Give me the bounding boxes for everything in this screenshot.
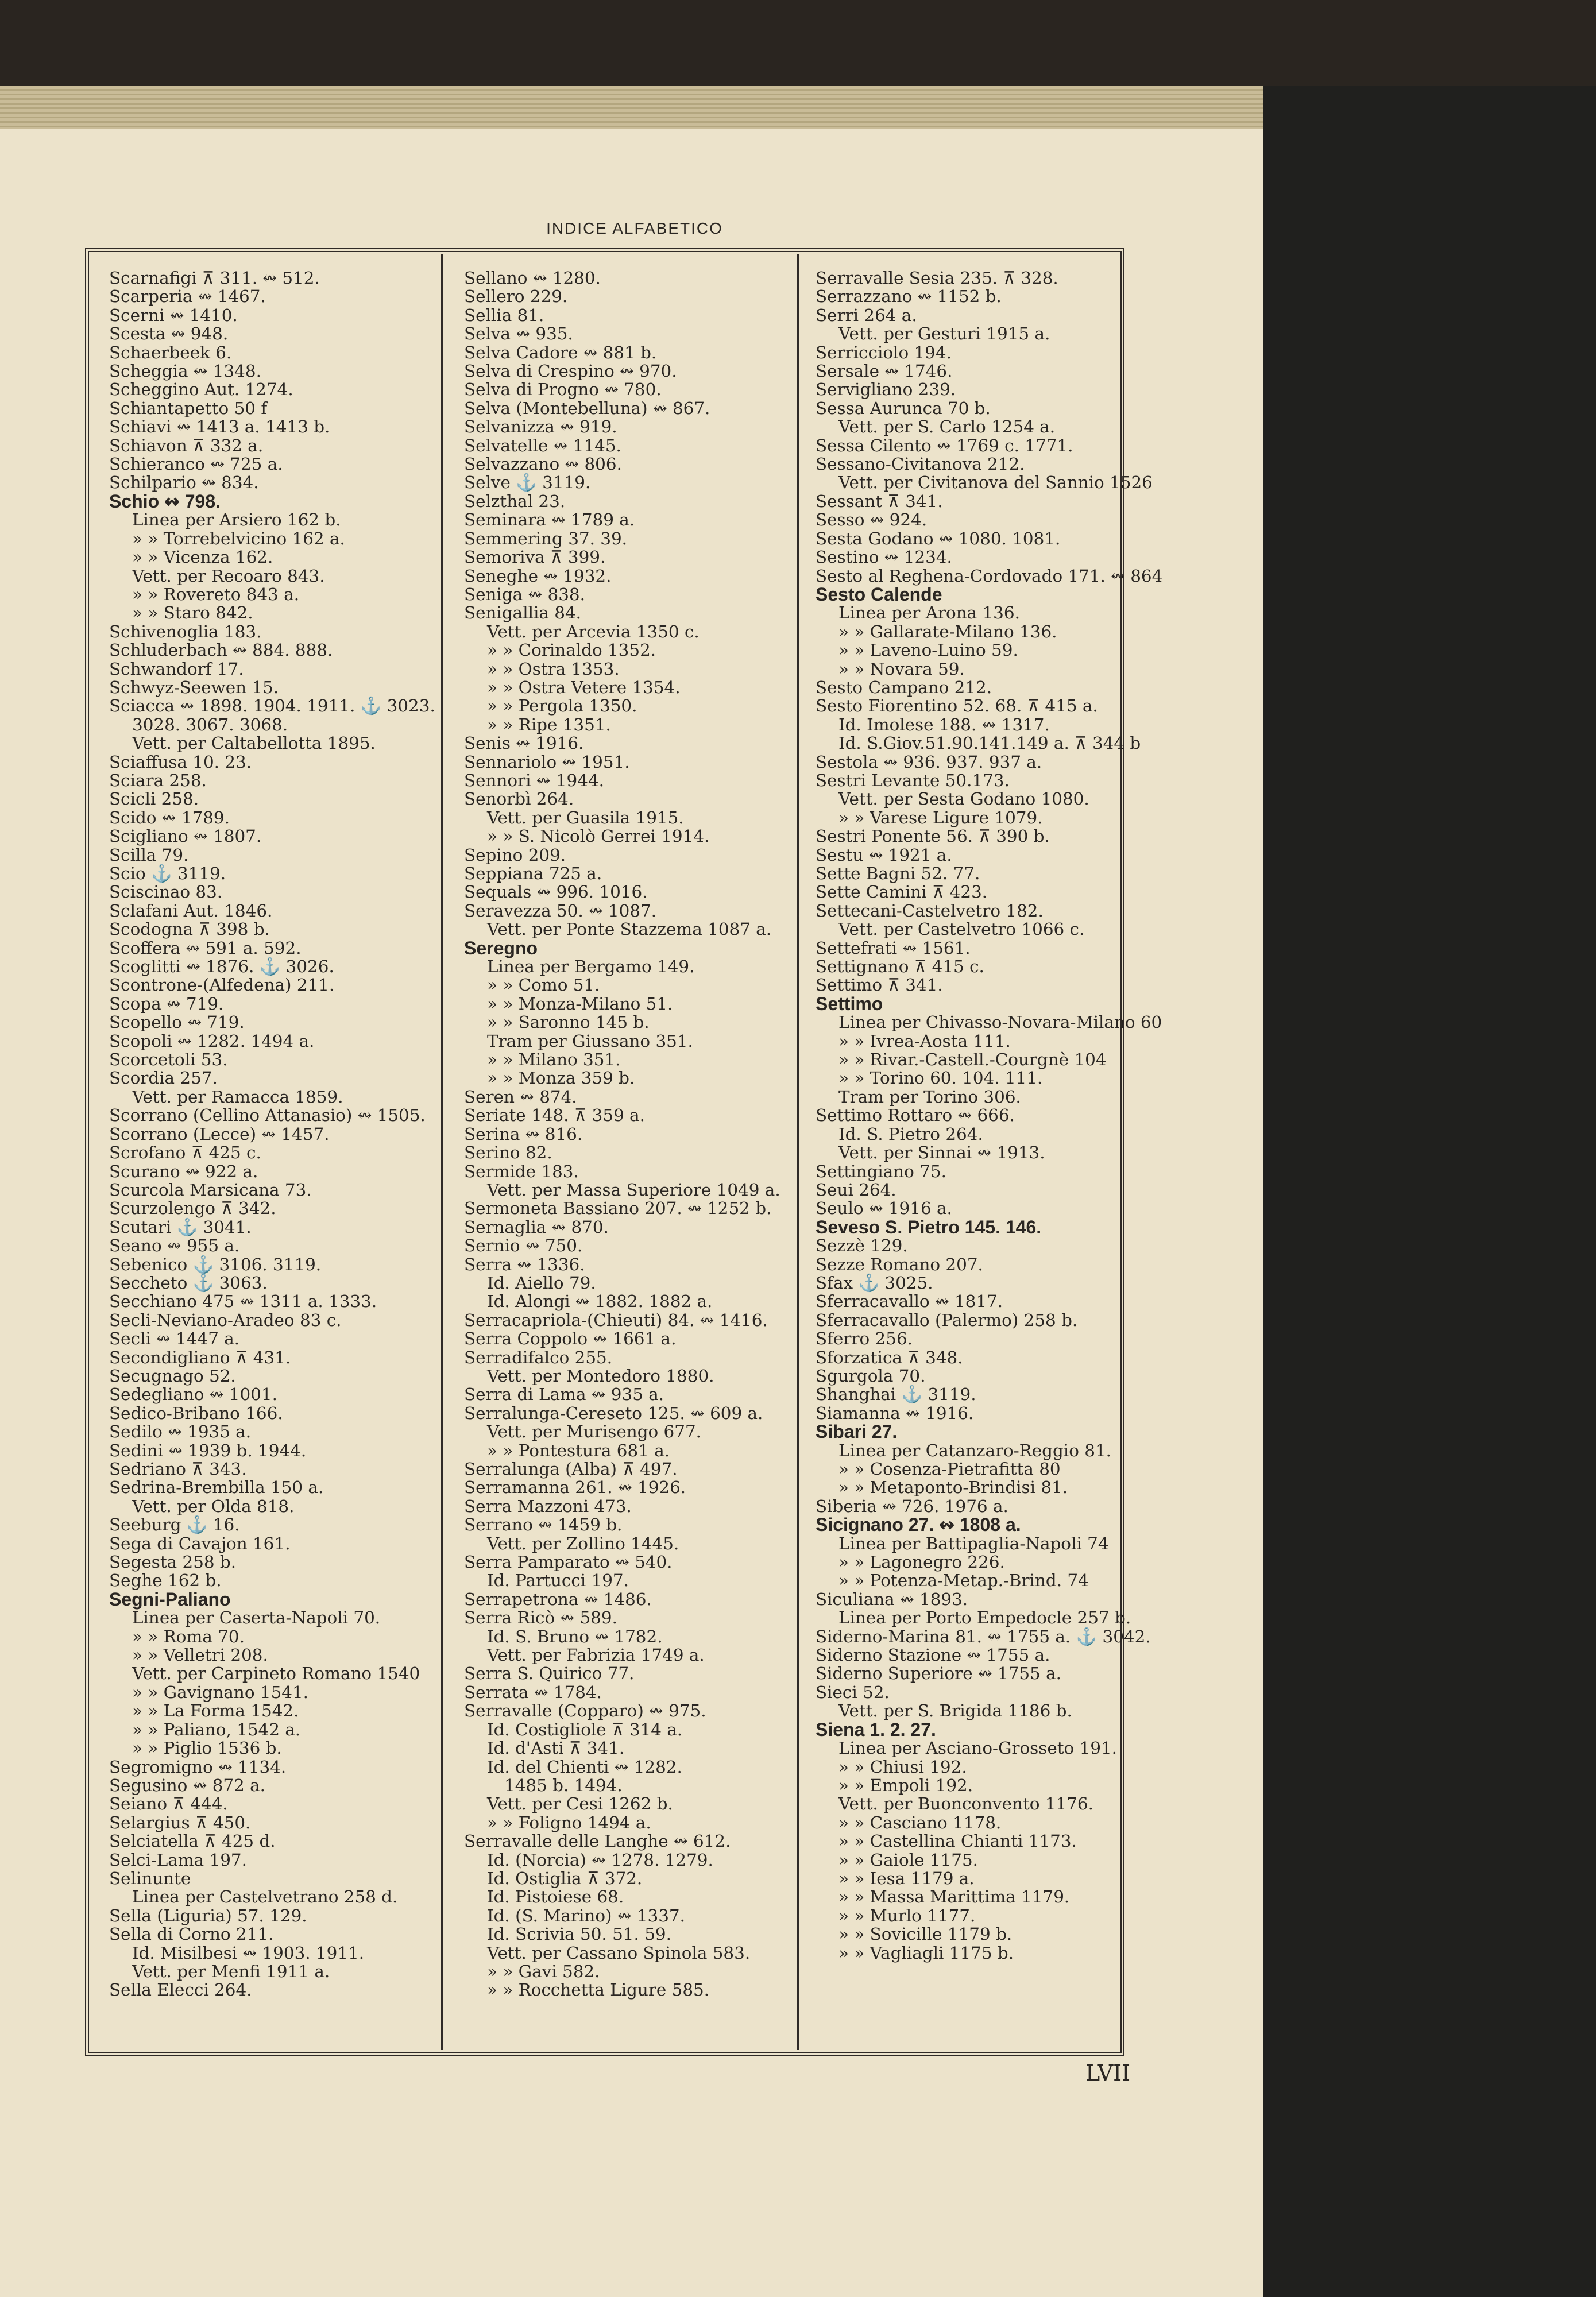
index-entry: Sedrina-Brembilla 150 a. bbox=[109, 1478, 324, 1498]
index-entry: Scutari ⚓ 3041. bbox=[109, 1217, 252, 1237]
index-entry: Vett. per Sesta Godano 1080. bbox=[838, 789, 1089, 809]
index-entry: Sieci 52. bbox=[816, 1682, 890, 1702]
index-entry: » » Ripe 1351. bbox=[487, 714, 611, 734]
index-entry: Senigallia 84. bbox=[464, 603, 581, 623]
index-entry: » » Empoli 192. bbox=[838, 1775, 973, 1795]
index-entry: Sebenico ⚓ 3106. 3119. bbox=[109, 1254, 322, 1274]
index-column-2 bbox=[464, 269, 814, 2000]
index-entry: » » Chiusi 192. bbox=[838, 1757, 967, 1777]
index-entry: Scurzolengo ⊼ 342. bbox=[109, 1198, 276, 1219]
index-entry: Linea per Porto Empedocle 257 b. bbox=[838, 1608, 1131, 1628]
index-column-1 bbox=[109, 269, 459, 2000]
index-entry: » » Pontestura 681 a. bbox=[487, 1440, 670, 1460]
index-entry: Serramanna 261. ↭ 1926. bbox=[464, 1478, 686, 1498]
page-number: LVII bbox=[1085, 2060, 1131, 2086]
index-entry: Serravalle (Copparo) ↭ 975. bbox=[464, 1701, 706, 1721]
index-entry: » » S. Nicolò Gerrei 1914. bbox=[487, 826, 710, 846]
index-entry: Serra Pamparato ↭ 540. bbox=[464, 1552, 673, 1572]
index-entry: Serracapriola-(Chieuti) 84. ↭ 1416. bbox=[464, 1310, 768, 1330]
index-entry: Serrata ↭ 1784. bbox=[464, 1682, 602, 1702]
index-entry: Vett. per Caltabellotta 1895. bbox=[132, 733, 376, 753]
index-entry: Sega di Cavajon 161. bbox=[109, 1533, 291, 1553]
index-entry: Siculiana ↭ 1893. bbox=[816, 1589, 968, 1609]
index-entry: » » Roma 70. bbox=[132, 1626, 245, 1646]
index-entry: Id. S. Bruno ↭ 1782. bbox=[487, 1626, 663, 1646]
index-entry: » » Cosenza-Pietrafitta 80 bbox=[838, 1459, 1061, 1479]
index-entry: Settimo bbox=[816, 993, 883, 1014]
index-entry: » » Castellina Chianti 1173. bbox=[838, 1831, 1077, 1851]
index-entry: Selvanizza ↭ 919. bbox=[464, 417, 617, 437]
index-entry: Sezzè 129. bbox=[816, 1236, 908, 1256]
index-entry: Scopa ↭ 719. bbox=[109, 993, 224, 1014]
index-entry: Vett. per Ramacca 1859. bbox=[132, 1086, 343, 1107]
index-entry: Sfax ⚓ 3025. bbox=[816, 1273, 933, 1293]
index-entry: Seneghe ↭ 1932. bbox=[464, 566, 612, 586]
index-entry: Segesta 258 b. bbox=[109, 1552, 237, 1572]
index-entry: Sellero 229. bbox=[464, 287, 568, 307]
index-entry: Selva di Progno ↭ 780. bbox=[464, 380, 662, 400]
index-entry: Selci-Lama 197. bbox=[109, 1850, 247, 1870]
index-entry: Schiavon ⊼ 332 a. bbox=[109, 435, 264, 455]
index-entry: Sermoneta Bassiano 207. ↭ 1252 b. bbox=[464, 1198, 772, 1219]
index-entry: Schilpario ↭ 834. bbox=[109, 473, 259, 493]
index-entry: Scrofano ⊼ 425 c. bbox=[109, 1143, 261, 1163]
index-entry: Settefrati ↭ 1561. bbox=[816, 938, 971, 958]
index-entry: Linea per Bergamo 149. bbox=[487, 957, 695, 977]
index-entry: Serra Coppolo ↭ 1661 a. bbox=[464, 1329, 677, 1349]
index-entry: Sedini ↭ 1939 b. 1944. bbox=[109, 1440, 307, 1460]
index-entry: » » Como 51. bbox=[487, 975, 600, 995]
index-entry: Selva Cadore ↭ 881 b. bbox=[464, 342, 657, 362]
book-page-edges bbox=[0, 86, 1263, 129]
index-entry: Sequals ↭ 996. 1016. bbox=[464, 882, 648, 902]
index-entry: Selve ⚓ 3119. bbox=[464, 473, 591, 493]
index-entry: Serra ↭ 1336. bbox=[464, 1254, 585, 1274]
index-entry: » » Rivar.-Castell.-Courgnè 104 bbox=[838, 1050, 1107, 1070]
index-entry: » » Paliano, 1542 a. bbox=[132, 1719, 301, 1739]
index-entry: Id. (Norcia) ↭ 1278. 1279. bbox=[487, 1850, 713, 1870]
index-entry: Id. Ostiglia ⊼ 372. bbox=[487, 1868, 643, 1888]
index-entry: Settingiano 75. bbox=[816, 1161, 946, 1181]
index-entry: Selciatella ⊼ 425 d. bbox=[109, 1831, 276, 1851]
index-column-3 bbox=[816, 269, 1166, 1962]
index-entry: Scarperia ↭ 1467. bbox=[109, 287, 266, 307]
index-entry: Serrazzano ↭ 1152 b. bbox=[816, 287, 1002, 307]
index-entry: Sette Bagni 52. 77. bbox=[816, 864, 980, 883]
index-entry: Sernio ↭ 750. bbox=[464, 1236, 583, 1256]
index-entry: Siderno Stazione ↭ 1755 a. bbox=[816, 1645, 1050, 1665]
index-entry: Scio ⚓ 3119. bbox=[109, 864, 226, 883]
index-entry: Vett. per Olda 818. bbox=[132, 1496, 295, 1516]
index-entry: Serra Mazzoni 473. bbox=[464, 1496, 632, 1516]
index-entry: Vett. per Montedoro 1880. bbox=[487, 1366, 714, 1386]
index-entry: Vett. per Cesi 1262 b. bbox=[487, 1794, 673, 1814]
index-entry: Id. Misilbesi ↭ 1903. 1911. bbox=[132, 1943, 365, 1963]
index-entry: Semoriva ⊼ 399. bbox=[464, 547, 606, 567]
index-entry: Settimo Rottaro ↭ 666. bbox=[816, 1105, 1015, 1126]
index-entry: Scopoli ↭ 1282. 1494 a. bbox=[109, 1031, 315, 1051]
index-entry: Segni-Paliano bbox=[109, 1588, 231, 1610]
index-entry: Scodogna ⊼ 398 b. bbox=[109, 919, 270, 939]
index-entry: Scarnafigi ⊼ 311. ↭ 512. bbox=[109, 268, 320, 288]
index-entry: » » Ostra 1353. bbox=[487, 659, 620, 679]
index-entry: Selvazzano ↭ 806. bbox=[464, 454, 622, 474]
index-entry: Sella Elecci 264. bbox=[109, 1980, 252, 2000]
index-entry: Serradifalco 255. bbox=[464, 1347, 613, 1367]
index-entry: Secchiano 475 ↭ 1311 a. 1333. bbox=[109, 1291, 377, 1312]
index-entry: Scicli 258. bbox=[109, 789, 199, 809]
index-entry: Sicignano 27. ↭ 1808 a. bbox=[816, 1514, 1021, 1536]
index-entry: » » Massa Marittima 1179. bbox=[838, 1887, 1070, 1907]
index-entry: Seulo ↭ 1916 a. bbox=[816, 1198, 952, 1219]
index-entry: Sesto Calende bbox=[816, 583, 942, 605]
index-entry: Siamanna ↭ 1916. bbox=[816, 1403, 974, 1423]
index-entry: Serri 264 a. bbox=[816, 305, 917, 325]
index-entry: Id. d'Asti ⊼ 341. bbox=[487, 1738, 625, 1758]
index-entry: Settecani-Castelvetro 182. bbox=[816, 900, 1044, 921]
index-entry: » » Piglio 1536 b. bbox=[132, 1738, 282, 1758]
index-entry: Vett. per Zollino 1445. bbox=[487, 1533, 679, 1553]
index-entry: Selva di Crespino ↭ 970. bbox=[464, 361, 677, 381]
index-entry: » » Lagonegro 226. bbox=[838, 1552, 1005, 1572]
index-entry: Schwyz-Seewen 15. bbox=[109, 677, 279, 697]
index-entry: » » Velletri 208. bbox=[132, 1645, 268, 1665]
index-entry: Seniga ↭ 838. bbox=[464, 584, 585, 604]
index-entry: Seminara ↭ 1789 a. bbox=[464, 510, 635, 530]
index-entry: » » Sovicille 1179 b. bbox=[838, 1924, 1013, 1944]
index-entry: Vett. per Gesturi 1915 a. bbox=[838, 324, 1050, 344]
index-entry: Sezze Romano 207. bbox=[816, 1254, 983, 1274]
index-entry: Senorbì 264. bbox=[464, 789, 574, 809]
index-entry: » » Rocchetta Ligure 585. bbox=[487, 1980, 710, 2000]
index-entry: Scesta ↭ 948. bbox=[109, 324, 229, 344]
index-entry: Vett. per Ponte Stazzema 1087 a. bbox=[487, 919, 772, 939]
index-entry: » » Pergola 1350. bbox=[487, 696, 637, 716]
index-entry: Vett. per Murisengo 677. bbox=[487, 1422, 701, 1442]
index-entry: Tram per Giussano 351. bbox=[487, 1031, 693, 1051]
index-entry: Scurano ↭ 922 a. bbox=[109, 1161, 258, 1181]
index-entry: Serralunga-Cereseto 125. ↭ 609 a. bbox=[464, 1403, 763, 1423]
index-entry: » » Ivrea-Aosta 111. bbox=[838, 1031, 1011, 1051]
index-entry: Sgurgola 70. bbox=[816, 1366, 926, 1386]
index-entry: Sesso ↭ 924. bbox=[816, 510, 928, 530]
index-entry: Siderno Superiore ↭ 1755 a. bbox=[816, 1664, 1061, 1684]
index-entry: Vett. per S. Brigida 1186 b. bbox=[838, 1701, 1072, 1721]
index-entry: Schio ↭ 798. bbox=[109, 490, 221, 512]
index-entry: Vett. per Carpineto Romano 1540 bbox=[132, 1664, 420, 1684]
index-entry: Id. Costigliole ⊼ 314 a. bbox=[487, 1719, 683, 1739]
index-entry: Segusino ↭ 872 a. bbox=[109, 1775, 265, 1795]
index-entry: » » Gavignano 1541. bbox=[132, 1682, 309, 1702]
index-entry: » » Varese Ligure 1079. bbox=[838, 807, 1043, 827]
index-entry: Id. Scrivia 50. 51. 59. bbox=[487, 1924, 671, 1944]
index-entry: » » Torrebelvicino 162 a. bbox=[132, 528, 345, 548]
index-entry: Id. Aiello 79. bbox=[487, 1273, 596, 1293]
index-entry: Settignano ⊼ 415 c. bbox=[816, 957, 984, 977]
index-entry: Scontrone-(Alfedena) 211. bbox=[109, 975, 335, 995]
index-entry: Linea per Battipaglia-Napoli 74 bbox=[838, 1533, 1109, 1553]
index-entry: » » Vagliagli 1175 b. bbox=[838, 1943, 1014, 1963]
index-entry: Settimo ⊼ 341. bbox=[816, 975, 943, 995]
index-entry: Sferracavallo ↭ 1817. bbox=[816, 1291, 1003, 1312]
index-entry: Sepino 209. bbox=[464, 845, 566, 865]
index-entry: Id. (S. Marino) ↭ 1337. bbox=[487, 1905, 685, 1925]
index-entry: » » Rovereto 843 a. bbox=[132, 584, 300, 604]
index-entry: » » Gaiole 1175. bbox=[838, 1850, 979, 1870]
index-entry: Sessa Cilento ↭ 1769 c. 1771. bbox=[816, 435, 1073, 455]
index-entry: » » Casciano 1178. bbox=[838, 1812, 1002, 1832]
index-entry: Sciacca ↭ 1898. 1904. 1911. ⚓ 3023. bbox=[109, 696, 435, 716]
index-entry: Scigliano ↭ 1807. bbox=[109, 826, 262, 846]
index-entry: Sedegliano ↭ 1001. bbox=[109, 1385, 277, 1405]
index-entry: Sestri Ponente 56. ⊼ 390 b. bbox=[816, 826, 1050, 846]
index-entry: Seveso S. Pietro 145. 146. bbox=[816, 1216, 1042, 1238]
index-entry: Servigliano 239. bbox=[816, 380, 956, 400]
index-entry: Scorrano (Lecce) ↭ 1457. bbox=[109, 1124, 330, 1144]
index-entry: Schluderbach ↭ 884. 888. bbox=[109, 640, 333, 660]
index-entry: Sesta Godano ↭ 1080. 1081. bbox=[816, 528, 1061, 548]
index-entry: Sersale ↭ 1746. bbox=[816, 361, 953, 381]
index-entry: Sernaglia ↭ 870. bbox=[464, 1217, 609, 1237]
index-entry: Selargius ⊼ 450. bbox=[109, 1812, 251, 1832]
index-entry: Schiantapetto 50 f bbox=[109, 398, 268, 418]
index-entry: Linea per Castelvetrano 258 d. bbox=[132, 1887, 398, 1907]
index-entry: Sedico-Bribano 166. bbox=[109, 1403, 283, 1423]
page-header: INDICE ALFABETICO bbox=[546, 219, 723, 237]
index-entry: Sferro 256. bbox=[816, 1329, 913, 1349]
index-entry: Seano ↭ 955 a. bbox=[109, 1236, 240, 1256]
index-entry: Sessant ⊼ 341. bbox=[816, 491, 943, 511]
index-entry: Id. del Chienti ↭ 1282. bbox=[487, 1757, 682, 1777]
index-entry: Id. Pistoiese 68. bbox=[487, 1887, 624, 1907]
index-entry: Scheggino Aut. 1274. bbox=[109, 380, 293, 400]
index-entry: Linea per Chivasso-Novara-Milano 60 bbox=[838, 1012, 1162, 1033]
background-right bbox=[1263, 86, 1596, 2297]
index-entry: Sedriano ⊼ 343. bbox=[109, 1459, 247, 1479]
index-entry: Selva ↭ 935. bbox=[464, 324, 573, 344]
index-entry: Serrano ↭ 1459 b. bbox=[464, 1515, 623, 1535]
index-entry: Vett. per Recoaro 843. bbox=[132, 566, 325, 586]
index-entry: » » Monza 359 b. bbox=[487, 1068, 635, 1088]
index-entry: 3028. 3067. 3068. bbox=[132, 714, 288, 734]
index-entry: 1485 b. 1494. bbox=[504, 1775, 623, 1795]
index-entry: Serravalle Sesia 235. ⊼ 328. bbox=[816, 268, 1058, 288]
index-entry: Scerni ↭ 1410. bbox=[109, 305, 238, 325]
index-entry: Schwandorf 17. bbox=[109, 659, 244, 679]
index-entry: Sclafani Aut. 1846. bbox=[109, 900, 273, 921]
index-entry: Semmering 37. 39. bbox=[464, 528, 628, 548]
index-entry: Seregno bbox=[464, 937, 538, 958]
index-entry: Seriate 148. ⊼ 359 a. bbox=[464, 1105, 645, 1126]
index-entry: Vett. per Fabrizia 1749 a. bbox=[487, 1645, 705, 1665]
index-entry: Sciscinao 83. bbox=[109, 882, 223, 902]
index-entry: Sforzatica ⊼ 348. bbox=[816, 1347, 963, 1367]
index-entry: Id. S. Pietro 264. bbox=[838, 1124, 983, 1144]
index-entry: » » Saronno 145 b. bbox=[487, 1012, 650, 1033]
index-entry: Vett. per Arcevia 1350 c. bbox=[487, 621, 700, 641]
index-entry: Linea per Asciano-Grosseto 191. bbox=[838, 1738, 1118, 1758]
index-entry: Id. S.Giov.51.90.141.149 a. ⊼ 344 b bbox=[838, 733, 1141, 753]
index-entry: Sesto Fiorentino 52. 68. ⊼ 415 a. bbox=[816, 696, 1098, 716]
index-entry: Scheggia ↭ 1348. bbox=[109, 361, 261, 381]
index-entry: Vett. per Cassano Spinola 583. bbox=[487, 1943, 751, 1963]
index-entry: Scordia 257. bbox=[109, 1068, 218, 1088]
index-entry: Scido ↭ 1789. bbox=[109, 807, 230, 827]
index-entry: Sesto al Reghena-Cordovado 171. ↭ 864 bbox=[816, 566, 1163, 586]
index-entry: Seeburg ⚓ 16. bbox=[109, 1515, 240, 1535]
index-entry: Sella (Liguria) 57. 129. bbox=[109, 1905, 307, 1925]
index-entry: Sestola ↭ 936. 937. 937 a. bbox=[816, 752, 1042, 772]
index-entry: Selzthal 23. bbox=[464, 491, 566, 511]
index-entry: Sette Camini ⊼ 423. bbox=[816, 882, 988, 902]
index-entry: Secli-Neviano-Aradeo 83 c. bbox=[109, 1310, 342, 1330]
index-entry: Segromigno ↭ 1134. bbox=[109, 1757, 287, 1777]
index-entry: Siberia ↭ 726. 1976 a. bbox=[816, 1496, 1008, 1516]
index-entry: » » Iesa 1179 a. bbox=[838, 1868, 975, 1888]
index-entry: Sermide 183. bbox=[464, 1161, 579, 1181]
index-entry: Secugnago 52. bbox=[109, 1366, 236, 1386]
index-entry: Scoglitti ↭ 1876. ⚓ 3026. bbox=[109, 957, 334, 977]
index-entry: Sestino ↭ 1234. bbox=[816, 547, 952, 567]
index-entry: Sciara 258. bbox=[109, 770, 207, 790]
index-entry: Scopello ↭ 719. bbox=[109, 1012, 245, 1033]
index-entry: Linea per Catanzaro-Reggio 81. bbox=[838, 1440, 1111, 1460]
index-entry: Schaerbeek 6. bbox=[109, 342, 232, 362]
index-entry: Serricciolo 194. bbox=[816, 342, 952, 362]
index-entry: Sedilo ↭ 1935 a. bbox=[109, 1422, 252, 1442]
index-entry: » » Murlo 1177. bbox=[838, 1905, 976, 1925]
index-entry: Vett. per Civitanova del Sannio 1526 bbox=[838, 473, 1153, 493]
index-entry: Sestri Levante 50.173. bbox=[816, 770, 1010, 790]
index-entry: Seppiana 725 a. bbox=[464, 864, 602, 883]
index-entry: » » Vicenza 162. bbox=[132, 547, 273, 567]
index-entry: Siderno-Marina 81. ↭ 1755 a. ⚓ 3042. bbox=[816, 1626, 1151, 1646]
index-entry: Selva (Montebelluna) ↭ 867. bbox=[464, 398, 710, 418]
index-entry: Vett. per Castelvetro 1066 c. bbox=[838, 919, 1085, 939]
index-entry: » » Foligno 1494 a. bbox=[487, 1812, 651, 1832]
index-entry: Serra di Lama ↭ 935 a. bbox=[464, 1385, 664, 1405]
index-entry: Seiano ⊼ 444. bbox=[109, 1794, 228, 1814]
index-entry: » » Novara 59. bbox=[838, 659, 965, 679]
index-entry: Scoffera ↭ 591 a. 592. bbox=[109, 938, 302, 958]
index-entry: Id. Imolese 188. ↭ 1317. bbox=[838, 714, 1050, 734]
index-entry: Id. Alongi ↭ 1882. 1882 a. bbox=[487, 1291, 713, 1312]
index-entry: Sesto Campano 212. bbox=[816, 677, 992, 697]
index-entry: Serralunga (Alba) ⊼ 497. bbox=[464, 1459, 678, 1479]
index-entry: Sennariolo ↭ 1951. bbox=[464, 752, 630, 772]
index-entry: Vett. per Massa Superiore 1049 a. bbox=[487, 1180, 780, 1200]
index-entry: Schieranco ↭ 725 a. bbox=[109, 454, 283, 474]
index-entry: Serrapetrona ↭ 1486. bbox=[464, 1589, 652, 1609]
index-entry: » » Staro 842. bbox=[132, 603, 253, 623]
index-entry: » » Potenza-Metap.-Brind. 74 bbox=[838, 1571, 1089, 1591]
index-entry: Scurcola Marsicana 73. bbox=[109, 1180, 312, 1200]
index-entry: Sferracavallo (Palermo) 258 b. bbox=[816, 1310, 1078, 1330]
index-entry: Vett. per S. Carlo 1254 a. bbox=[838, 417, 1056, 437]
index-entry: Vett. per Guasila 1915. bbox=[487, 807, 684, 827]
index-entry: Linea per Caserta-Napoli 70. bbox=[132, 1608, 381, 1628]
index-entry: » » Corinaldo 1352. bbox=[487, 640, 656, 660]
index-entry: Sella di Corno 211. bbox=[109, 1924, 274, 1944]
index-entry: Shanghai ⚓ 3119. bbox=[816, 1385, 976, 1405]
index-entry: Seccheto ⚓ 3063. bbox=[109, 1273, 268, 1293]
index-entry: Vett. per Buonconvento 1176. bbox=[838, 1794, 1093, 1814]
index-entry: » » Torino 60. 104. 111. bbox=[838, 1068, 1043, 1088]
index-entry: Linea per Arona 136. bbox=[838, 603, 1020, 623]
index-entry: Secondigliano ⊼ 431. bbox=[109, 1347, 291, 1367]
index-entry: Siena 1. 2. 27. bbox=[816, 1719, 936, 1740]
index-entry: » » Gavi 582. bbox=[487, 1961, 600, 1981]
index-entry: Serino 82. bbox=[464, 1143, 552, 1163]
index-entry: Sellia 81. bbox=[464, 305, 544, 325]
index-entry: Sciaffusa 10. 23. bbox=[109, 752, 252, 772]
index-entry: Tram per Torino 306. bbox=[838, 1086, 1021, 1107]
index-entry: Seui 264. bbox=[816, 1180, 896, 1200]
index-entry: Sibari 27. bbox=[816, 1421, 898, 1443]
index-entry: Schivenoglia 183. bbox=[109, 621, 262, 641]
index-entry: Vett. per Sinnai ↭ 1913. bbox=[838, 1143, 1045, 1163]
index-entry: Serra Ricò ↭ 589. bbox=[464, 1608, 617, 1628]
index-entry: Scilla 79. bbox=[109, 845, 189, 865]
index-entry: Secli ↭ 1447 a. bbox=[109, 1329, 240, 1349]
index-entry: Scorrano (Cellino Attanasio) ↭ 1505. bbox=[109, 1105, 426, 1126]
index-entry: Serra S. Quirico 77. bbox=[464, 1664, 635, 1684]
index-entry: Sestu ↭ 1921 a. bbox=[816, 845, 952, 865]
index-entry: Sessano-Civitanova 212. bbox=[816, 454, 1025, 474]
index-entry: Senis ↭ 1916. bbox=[464, 733, 584, 753]
index-entry: » » Metaponto-Brindisi 81. bbox=[838, 1478, 1068, 1498]
index-entry: Seghe 162 b. bbox=[109, 1571, 222, 1591]
index-entry: Selinunte bbox=[109, 1868, 191, 1888]
index-entry: Scorcetoli 53. bbox=[109, 1050, 228, 1070]
index-entry: Linea per Arsiero 162 b. bbox=[132, 510, 341, 530]
index-entry: » » Ostra Vetere 1354. bbox=[487, 677, 681, 697]
index-entry: Sessa Aurunca 70 b. bbox=[816, 398, 991, 418]
index-entry: Schiavi ↭ 1413 a. 1413 b. bbox=[109, 417, 330, 437]
index-entry: Serina ↭ 816. bbox=[464, 1124, 583, 1144]
index-entry: Sennori ↭ 1944. bbox=[464, 770, 604, 790]
index-entry: Vett. per Menfi 1911 a. bbox=[132, 1961, 330, 1981]
index-entry: » » La Forma 1542. bbox=[132, 1701, 299, 1721]
index-entry: » » Milano 351. bbox=[487, 1050, 621, 1070]
index-entry: Sellano ↭ 1280. bbox=[464, 268, 601, 288]
index-entry: Seren ↭ 874. bbox=[464, 1086, 577, 1107]
index-entry: Id. Partucci 197. bbox=[487, 1571, 629, 1591]
index-entry: » » Monza-Milano 51. bbox=[487, 993, 673, 1014]
index-entry: » » Gallarate-Milano 136. bbox=[838, 621, 1057, 641]
index-entry: Serravalle delle Langhe ↭ 612. bbox=[464, 1831, 731, 1851]
index-entry: » » Laveno-Luino 59. bbox=[838, 640, 1018, 660]
index-entry: Selvatelle ↭ 1145. bbox=[464, 435, 621, 455]
index-entry: Seravezza 50. ↭ 1087. bbox=[464, 900, 657, 921]
